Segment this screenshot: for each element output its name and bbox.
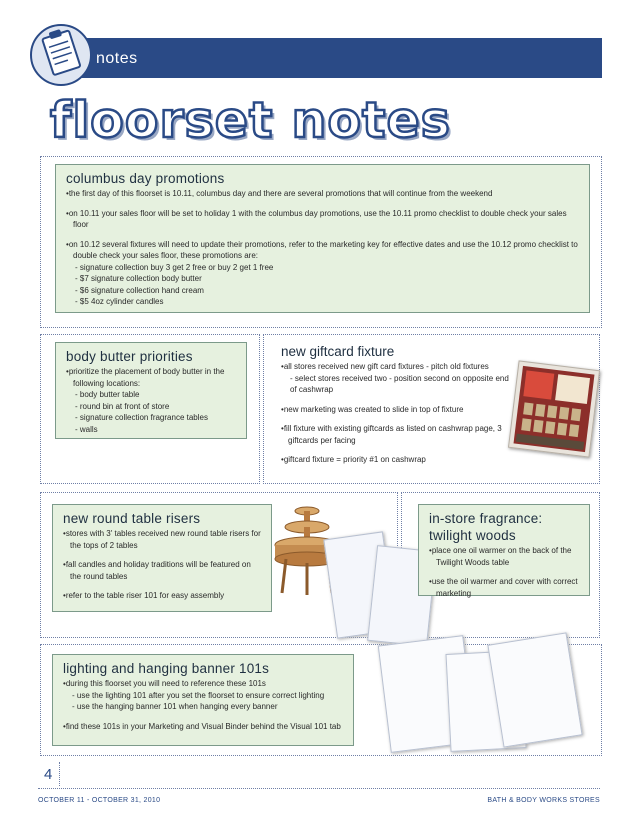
page-number: 4: [44, 766, 53, 783]
fragrance-bullet: • place one oil warmer on the back of the Twilight Woods table: [429, 545, 579, 568]
body-butter-sub: - round bin at front of store: [75, 401, 170, 411]
giftcard-block: [275, 344, 523, 466]
header-label: notes: [96, 50, 138, 67]
fragrance-heading: twilight woods: [429, 528, 516, 543]
body-butter-sub: - body butter table: [75, 390, 140, 399]
giftcard-bullet: • fill fixture with existing giftcards as listed on cashwrap page, 3 giftcards per facing: [281, 423, 517, 446]
clipboard-icon: [30, 22, 92, 88]
risers-bullet: • fall candles and holiday traditions will be featured on the round tables: [63, 559, 261, 582]
fragrance-heading: in-store fragrance:: [429, 511, 543, 526]
risers-bullet: • refer to the table riser 101 for easy assembly: [63, 590, 261, 602]
lighting-sub: - use the hanging banner 101 when hanging every banner: [72, 702, 278, 711]
giftcard-bullet: • giftcard fixture = priority #1 on cashwrap: [281, 454, 517, 466]
columbus-sub: - signature collection buy 3 get 2 free or buy 2 get 1 free: [75, 262, 274, 272]
giftcard-heading: new giftcard fixture: [281, 344, 395, 359]
columbus-sub: - $5 4oz cylinder candles: [75, 297, 164, 306]
footer-brand: BATH & BODY WORKS STORES: [487, 797, 600, 804]
giftcard-bullet: • all stores received new gift card fixtures - pitch old fixtures: [281, 361, 517, 373]
body-butter-bullet: • prioritize the placement of body butter in the following locations:: [66, 366, 236, 389]
risers-panel: [52, 504, 272, 612]
body-butter-heading: body butter priorities: [66, 349, 193, 364]
columbus-sub: - $7 signature collection body butter: [75, 274, 202, 283]
columbus-bullet: • the first day of this floorset is 10.11, columbus day and there are several promotions that will continue from the weekend: [66, 188, 579, 200]
page-title: floorset notes: [50, 92, 451, 149]
lighting-panel: [52, 654, 354, 746]
body-butter-sub: - walls: [75, 424, 98, 434]
risers-heading: new round table risers: [63, 511, 201, 526]
banner-101-document: [487, 632, 582, 747]
lighting-heading: lighting and hanging banner 101s: [63, 661, 270, 676]
lighting-bullet: • find these 101s in your Marketing and Visual Binder behind the Visual 101 tab: [63, 721, 343, 733]
fragrance-bullet: • use the oil warmer and cover with correct marketing: [429, 576, 579, 599]
lighting-sub: - use the lighting 101 after you set the floorset to ensure correct lighting: [72, 690, 325, 700]
giftcard-sub: - select stores received two - position second on opposite end of cashwrap: [290, 373, 509, 394]
columbus-panel: [55, 164, 590, 313]
columbus-heading: columbus day promotions: [66, 171, 225, 186]
footer-rule: [38, 788, 600, 789]
columbus-bullet: • on 10.12 several fixtures will need to update their promotions, refer to the marketing key for effective dates and use the 10.12 promo checklist to double check your sales floor, these promotions are:: [66, 239, 579, 262]
body-butter-sub: - signature collection fragrance tables: [75, 413, 208, 422]
columbus-bullet: • on 10.11 your sales floor will be set to holiday 1 with the columbus day promotions, use the 10.11 promo checklist to double check your sales floor: [66, 208, 579, 231]
giftcard-bullet: • new marketing was created to slide in top of fixture: [281, 404, 517, 416]
footer-date-range: OCTOBER 11 - OCTOBER 31, 2010: [38, 797, 161, 804]
lighting-bullet: • during this floorset you will need to reference these 101s: [63, 678, 343, 690]
giftcard-fixture-photo: [508, 360, 600, 457]
fragrance-panel: [418, 504, 590, 596]
giftcard-fixture-image: [509, 361, 599, 456]
body-butter-panel: [55, 342, 247, 439]
risers-bullet: • stores with 3' tables received new round table risers for the tops of 2 tables: [63, 528, 261, 551]
columbus-sub: - $6 signature collection hand cream: [75, 285, 204, 295]
